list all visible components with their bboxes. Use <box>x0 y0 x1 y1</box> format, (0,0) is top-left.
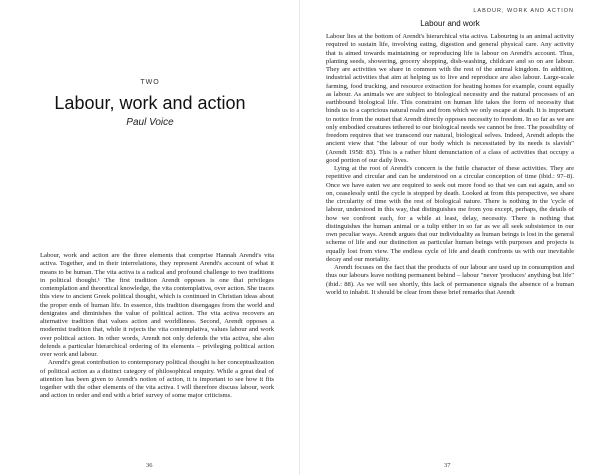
right-body-text <box>326 33 574 297</box>
chapter-author: Paul Voice <box>126 117 174 128</box>
chapter-title: Labour, work and action <box>54 93 246 113</box>
section-heading: Labour and work <box>420 19 480 28</box>
page-number: 37 <box>444 462 451 469</box>
right-page <box>300 0 600 475</box>
chapter-number: TWO <box>140 79 160 86</box>
page-number: 36 <box>146 462 153 469</box>
left-body-text <box>40 252 274 401</box>
paragraph: Labour, work and action are the three elements that comprise Hannah Arendt's vita activa. Together, and in their interrelations, they represent Arendt's account of what it means to be human. The vita activa is a radical and profound challenge to two traditions in political thought.¹ The first tradition Arendt opposes is one that privileges contemplation and theoretical knowledge, the vita contemplativa, over action. She traces this view to ancient Greek political thought, which is continued in Christian ideas about the proper ends of human life. In essence, this tradition disengages from the world and denigrates and diminishes the value of political action. The vita activa recovers an alternative tradition that values action and worldliness. Second, Arendt opposes a modernist tradition that, while it rejects the vita contemplativa, values labour and work over political action. In other words, Arendt not only defends the vita activa, she also defends a particular hierarchical ordering of its elements – privileging political action over work and labour. <box>40 252 274 358</box>
paragraph: Arendt's great contribution to contemporary political thought is her conceptualization of political action as a distinct category of philosophical enquiry. While a great deal of attention has been given to Arendt's notion of action, it is important to see how it fits together with the other elements of the vita activa. I will therefore discuss labour, work and action in order and end with a brief survey of some major criticisms. <box>40 359 274 400</box>
paragraph: Lying at the root of Arendt's concern is the futile character of these activities. They are repetitive and circular and can be understood on a circular conception of time (ibid.: 97–8). Once we have eaten we are required to seek out more food so that we can eat again, and so on, ceaselessly until the cycle is stopped by death. Looked at from this perspective, we share the circularity of time with the rest of biological nature. There is nothing in the 'cycle of labour, understood in this way, that distinguishes me from you except, perhaps, the details of how we confront each, for a while at least, delay, necessity. There is nothing that distinguishes the human animal or a tulip either in so far as we all seek subsistence in our own peculiar ways. Arendt argues that our individuality as human beings is lost in the general scheme of life and our distinction as particular human beings with purposes and projects is equally lost from view. The endless cycle of life and death confronts us with our inevitable decay and our mortality. <box>326 165 574 263</box>
paragraph: Arendt focuses on the fact that the products of our labour are used up in consumption and thus our labours leave nothing permanent behind – labour "never 'produces' anything but life" (ibid.: 88). As we will see shortly, this lack of permanence signals the absence of a human world to inhabit. It should be clear from these brief remarks that Arendt <box>326 264 574 296</box>
paragraph: Labour lies at the bottom of Arendt's hierarchical vita activa. Labouring is an animal activity required to sustain life, involving eating, digestion and general physical care. Any activity that is aimed towards maintaining or reproducing life is labour on Arendt's account. Thus, planting seeds, showering, grocery shopping, dish-washing, childcare and so on are labour. They are activities we share in common with the rest of the animal kingdom. In addition, industrial activities that aim at helping us to live and reproduce are also labour. Large-scale farming, food trucking, and resource extraction for heating homes for example, count equally as labour. As animals we are subject to biological necessity and the natural processes of an earthbound biological life. This constraint on human life takes the form of necessity that binds us to a capricious natural realm and from which we only escape at death. It is important to notice from the outset that Arendt directly opposes necessity to freedom. In so far as we are only embodied creatures tethered to our biological needs we cannot be free. The possibility of freedom requires that we transcend our natural, biological selves. Indeed, Arendt adopts the ancient view that "the labour of our body which is necessitated by its needs is slavish" (Arendt 1958: 83). This is a rather blunt denunciation of a class of activities that occupy a good portion of our daily lives. <box>326 33 574 164</box>
running-head: LABOUR, WORK AND ACTION <box>473 8 574 14</box>
